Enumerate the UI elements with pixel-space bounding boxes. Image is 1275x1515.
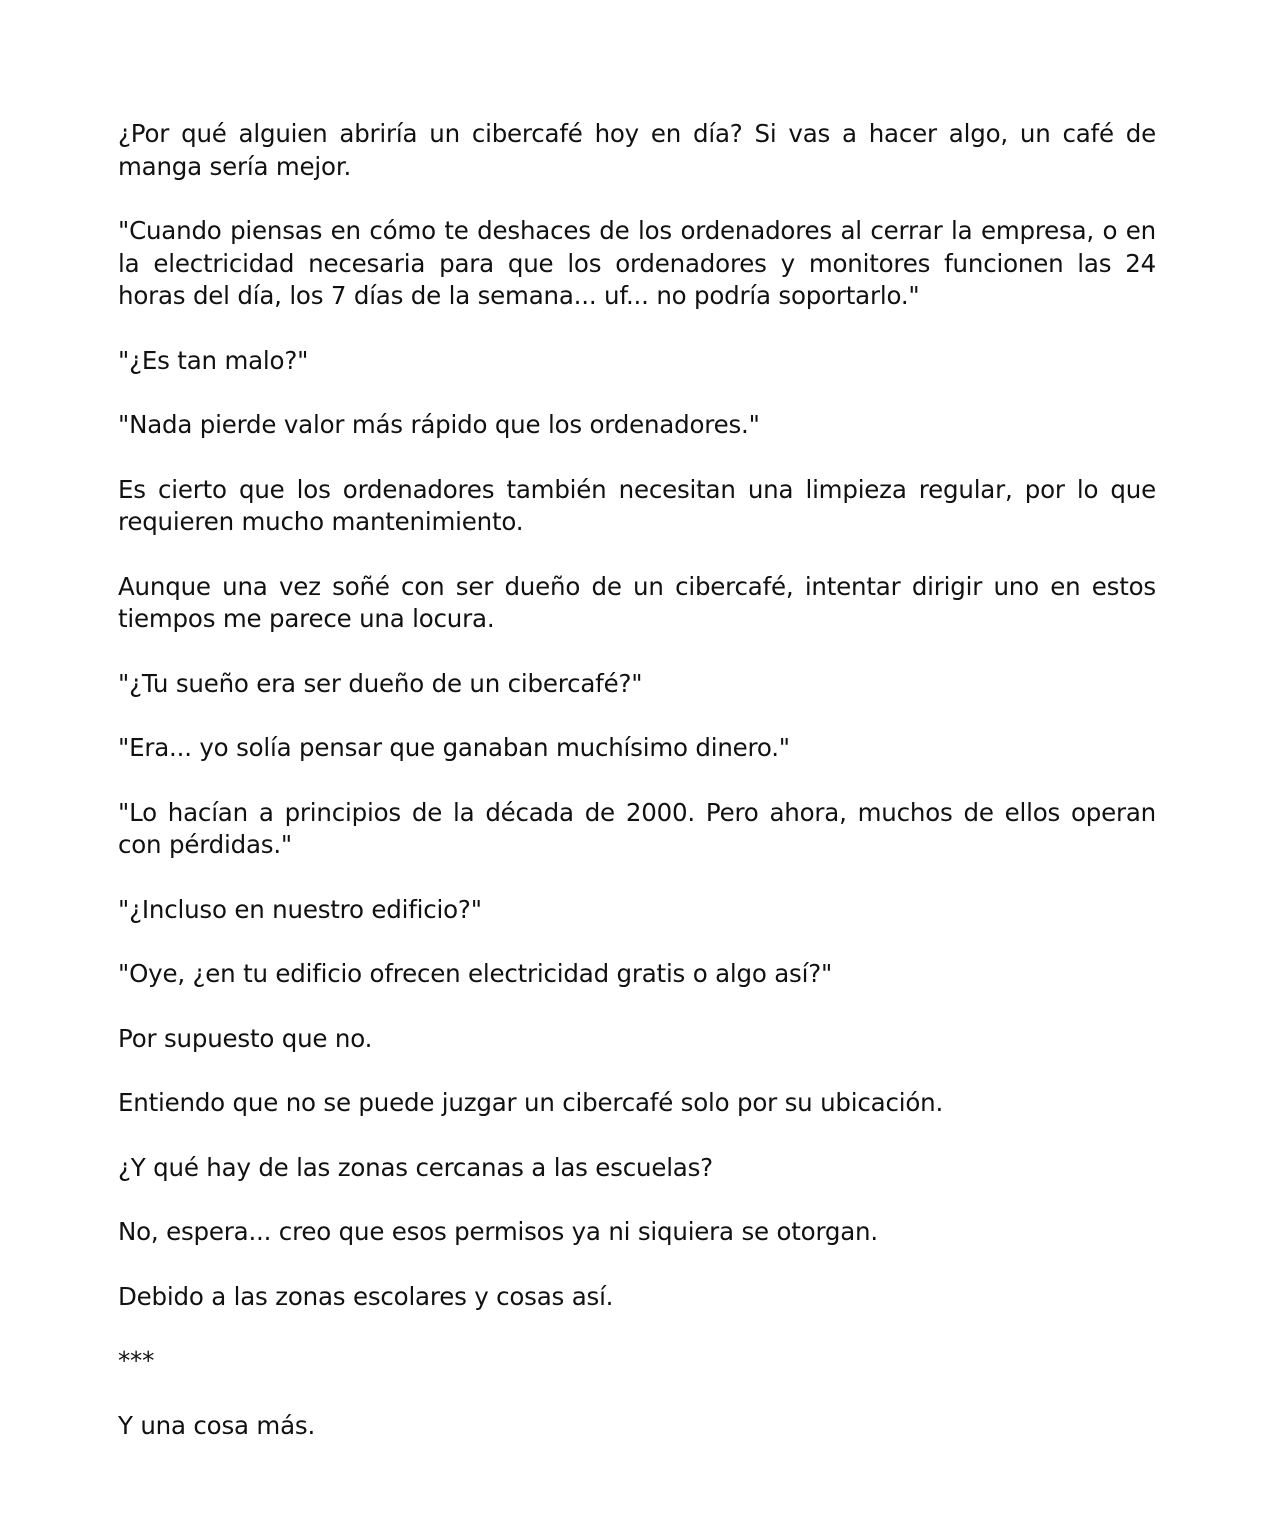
- paragraph: "¿Es tan malo?": [118, 345, 309, 375]
- paragraph: Es cierto que los ordenadores también necesitan una limpieza regular, por lo que requieren mucho mantenimiento.: [118, 474, 1156, 536]
- paragraph: ¿Y qué hay de las zonas cercanas a las escuelas?: [118, 1152, 713, 1182]
- paragraph: "¿Incluso en nuestro edificio?": [118, 894, 482, 924]
- paragraph: Aunque una vez soñé con ser dueño de un cibercafé, intentar dirigir uno en estos tiempos me parece una locura.: [118, 571, 1156, 633]
- paragraph: "¿Tu sueño era ser dueño de un cibercafé?": [118, 668, 643, 698]
- document-page: [118, 118, 1156, 1474]
- paragraph: No, espera... creo que esos permisos ya ni siquiera se otorgan.: [118, 1217, 878, 1246]
- paragraph: Y una cosa más.: [118, 1410, 316, 1440]
- paragraph: Debido a las zonas escolares y cosas así.: [118, 1281, 614, 1311]
- scene-break: ***: [118, 1346, 155, 1375]
- paragraph: "Oye, ¿en tu edificio ofrecen electricidad gratis o algo así?": [118, 959, 833, 988]
- paragraph: Entiendo que no se puede juzgar un cibercafé solo por su ubicación.: [118, 1088, 944, 1117]
- paragraph: "Lo hacían a principios de la década de 2000. Pero ahora, muchos de ellos operan con pérdidas.": [118, 797, 1156, 859]
- paragraph: ¿Por qué alguien abriría un cibercafé hoy en día? Si vas a hacer algo, un café de manga sería mejor.: [118, 119, 1156, 181]
- paragraph: Por supuesto que no.: [118, 1023, 373, 1053]
- paragraph: "Era... yo solía pensar que ganaban muchísimo dinero.": [118, 733, 790, 762]
- paragraph: "Nada pierde valor más rápido que los ordenadores.": [118, 410, 760, 439]
- paragraph: "Cuando piensas en cómo te deshaces de los ordenadores al cerrar la empresa, o en la electricidad necesaria para que los ordenadores y monitores funcionen las 24 horas del día, los 7 días de la semana... uf... no podría soportarlo.": [118, 216, 1156, 310]
